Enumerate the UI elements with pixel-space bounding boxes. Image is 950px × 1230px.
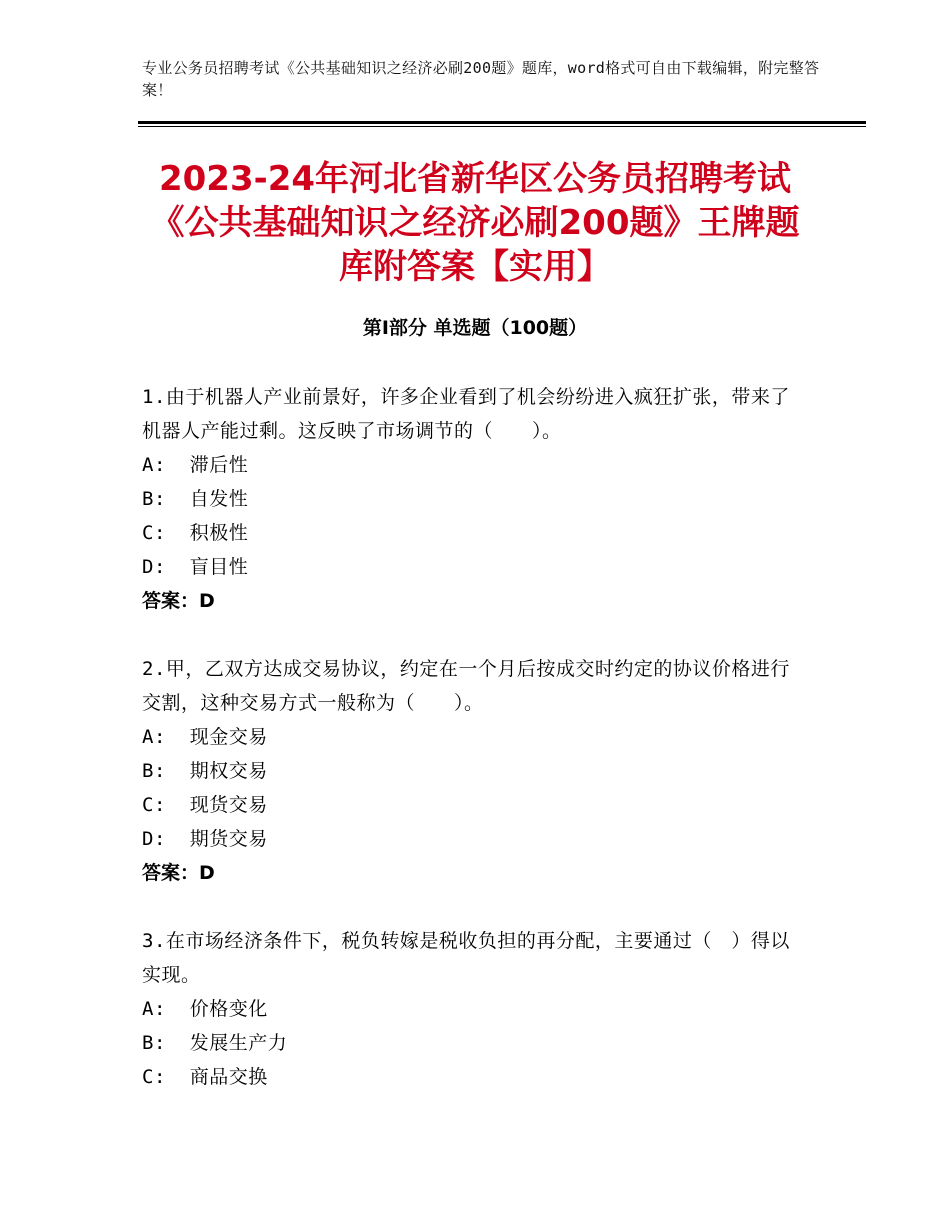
option-d: D: 期货交易 <box>142 828 268 850</box>
question-stem: 1.由于机器人产业前景好，许多企业看到了机会纷纷进入疯狂扩张，带来了机器人产能过剩。这反映了市场调节的（ ）。 <box>142 386 790 442</box>
section-heading: 第I部分 单选题（100题） <box>362 317 588 339</box>
document-title: 2023-24年河北省新华区公务员招聘考试《公共基础知识之经济必刷200题》王牌题库附答案【实用】 <box>150 159 800 287</box>
question-list <box>142 380 802 1128</box>
option-b: B: 自发性 <box>142 488 249 510</box>
option-a: A: 现金交易 <box>142 726 268 748</box>
question-stem: 2.甲，乙双方达成交易协议，约定在一个月后按成交时约定的协议价格进行交割，这种交易方式一般称为（ ）。 <box>142 658 790 714</box>
header-note: 专业公务员招聘考试《公共基础知识之经济必刷200题》题库，word格式可自由下载编辑，附完整答案！ <box>142 59 820 99</box>
option-c: C: 商品交换 <box>142 1066 268 1088</box>
option-b: B: 发展生产力 <box>142 1032 288 1054</box>
option-c: C: 积极性 <box>142 522 249 544</box>
option-a: A: 滞后性 <box>142 454 249 476</box>
option-c: C: 现货交易 <box>142 794 268 816</box>
question-stem: 3.在市场经济条件下，税负转嫁是税收负担的再分配，主要通过（ ）得以实现。 <box>142 930 790 986</box>
option-d: D: 盲目性 <box>142 556 249 578</box>
option-b: B: 期权交易 <box>142 760 268 782</box>
header-divider-thick <box>138 121 866 124</box>
question-1 <box>142 380 802 618</box>
question-2 <box>142 652 802 890</box>
option-a: A: 价格变化 <box>142 998 268 1020</box>
header-divider-thin <box>138 126 866 127</box>
question-3 <box>142 924 802 1094</box>
answer: 答案：D <box>142 862 215 884</box>
answer: 答案：D <box>142 590 215 612</box>
